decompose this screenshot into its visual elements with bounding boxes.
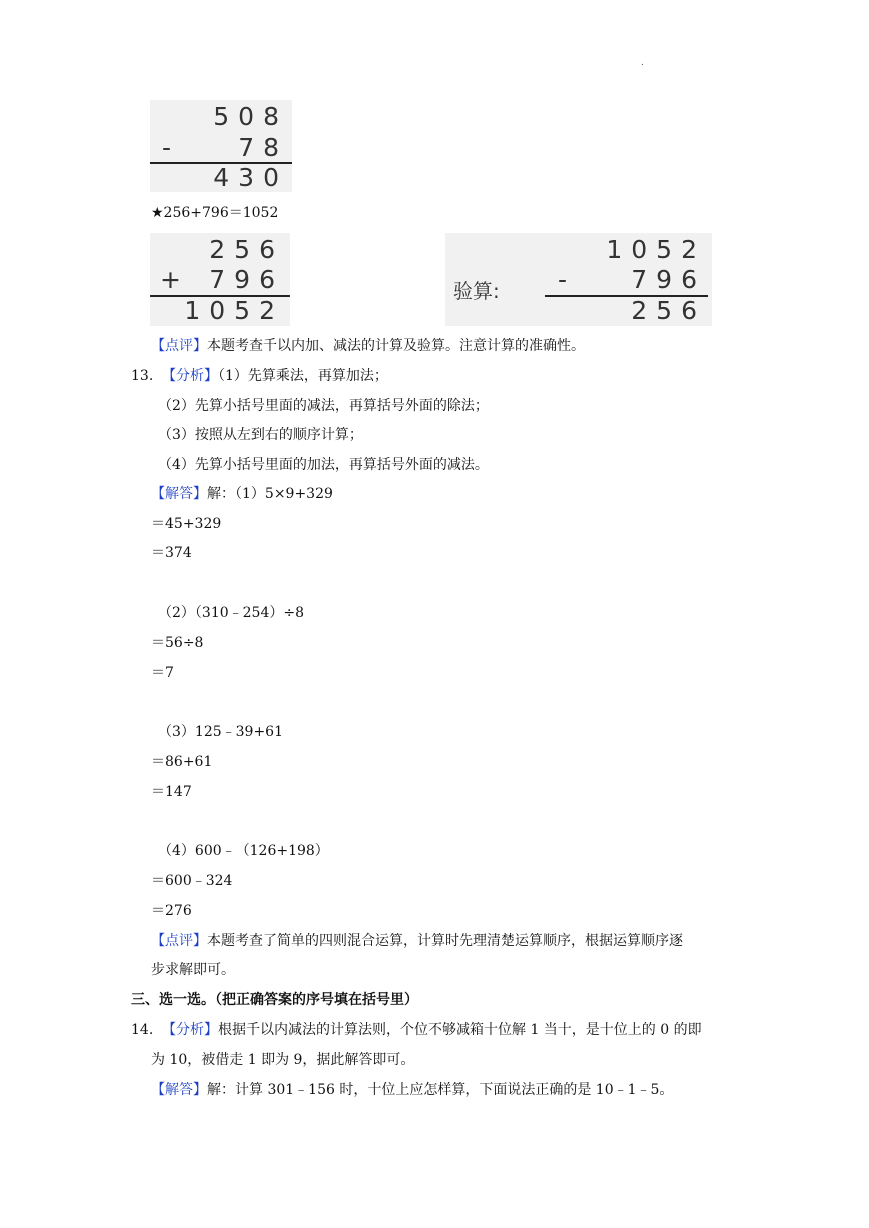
- verification-block: [445, 233, 712, 326]
- q14-answer-line: [151, 1080, 673, 1100]
- comment-1-text: 本题考查千以内加、减法的计算及验算。注意计算的准确性。: [207, 338, 585, 354]
- q13-step-4b: ＝276: [151, 903, 192, 919]
- verify-operator: -: [558, 265, 568, 294]
- q13-step-3b: ＝147: [151, 784, 192, 800]
- q14-analysis-line-2: 为 10，被借走 1 即为 9，据此解答即可。: [151, 1052, 415, 1068]
- q14-answer-tag: 【解答】: [151, 1082, 207, 1098]
- q14-answer-text: 解：计算 301﹣156 时，十位上应怎样算，下面说法正确的是 10﹣1﹣5。: [207, 1082, 674, 1098]
- q13-comment-tag: 【点评】: [151, 933, 207, 949]
- q13-step-2b: ＝7: [151, 665, 174, 681]
- q13-problem-3: （3）125﹣39+61: [158, 724, 283, 740]
- q13-answer-intro: 解：（1）5×9+329: [207, 486, 333, 502]
- calc2-top: 256: [209, 235, 284, 264]
- section-3-title: 三、选一选。（把正确答案的序号填在括号里）: [131, 992, 418, 1008]
- calc1-top: 508: [213, 102, 288, 131]
- q13-step-4a: ＝600﹣324: [151, 873, 233, 889]
- calc1-result: 430: [213, 163, 288, 192]
- vertical-subtraction-508-78: [150, 100, 292, 192]
- vertical-addition-256-796: [150, 233, 290, 326]
- q13-analysis-line-2: （2）先算小括号里面的减法，再算括号外面的除法；: [158, 398, 489, 414]
- q13-step-1a: ＝45+329: [151, 516, 222, 532]
- q13-analysis-line-4: （4）先算小括号里面的加法，再算括号外面的减法。: [158, 457, 489, 473]
- q13-analysis-tag: 【分析】: [162, 368, 218, 384]
- verify-top: 1052: [606, 235, 706, 264]
- verify-result: 256: [631, 296, 706, 325]
- q13-problem-2: （2）（310﹣254）÷8: [158, 605, 304, 621]
- calc1-operator: -: [162, 133, 172, 162]
- star-equation: ★256+796＝1052: [151, 205, 279, 221]
- comment-1: [151, 336, 585, 356]
- q13-step-2a: ＝56÷8: [151, 635, 204, 651]
- verify-label: 验算:: [453, 279, 500, 303]
- q13-analysis-text-1: （1）先算乘法，再算加法；: [218, 368, 388, 384]
- page-marker: .: [641, 58, 644, 68]
- verify-bottom: 796: [631, 265, 706, 294]
- q14-analysis-tag: 【分析】: [162, 1022, 218, 1038]
- q13-problem-4: （4）600﹣（126+198）: [158, 843, 329, 859]
- q13-comment-text-1: 本题考查了简单的四则混合运算，计算时先理清楚运算顺序，根据运算顺序逐: [207, 933, 683, 949]
- q13-number: 13.: [131, 368, 154, 384]
- calc2-bottom: 796: [209, 265, 284, 294]
- q13-answer-tag: 【解答】: [151, 486, 207, 502]
- q13-step-3a: ＝86+61: [151, 754, 213, 770]
- q13-comment-line-1: [151, 931, 683, 951]
- q13-analysis-line-1: [162, 366, 388, 386]
- q14-analysis-text-1: 根据千以内减法的计算法则，个位不够减箱十位解 1 当十，是十位上的 0 的即: [218, 1022, 702, 1038]
- calc1-bottom: 78: [238, 133, 288, 162]
- q13-answer-line: [151, 484, 333, 504]
- calc2-operator: +: [160, 265, 181, 294]
- calc2-result: 1052: [184, 296, 284, 325]
- q13-comment-line-2: 步求解即可。: [151, 962, 235, 978]
- q14-analysis-line-1: [162, 1020, 702, 1040]
- q14-number: 14.: [131, 1022, 154, 1038]
- q13-step-1b: ＝374: [151, 545, 192, 561]
- comment-1-tag: 【点评】: [151, 338, 207, 354]
- q13-analysis-line-3: （3）按照从左到右的顺序计算；: [158, 427, 363, 443]
